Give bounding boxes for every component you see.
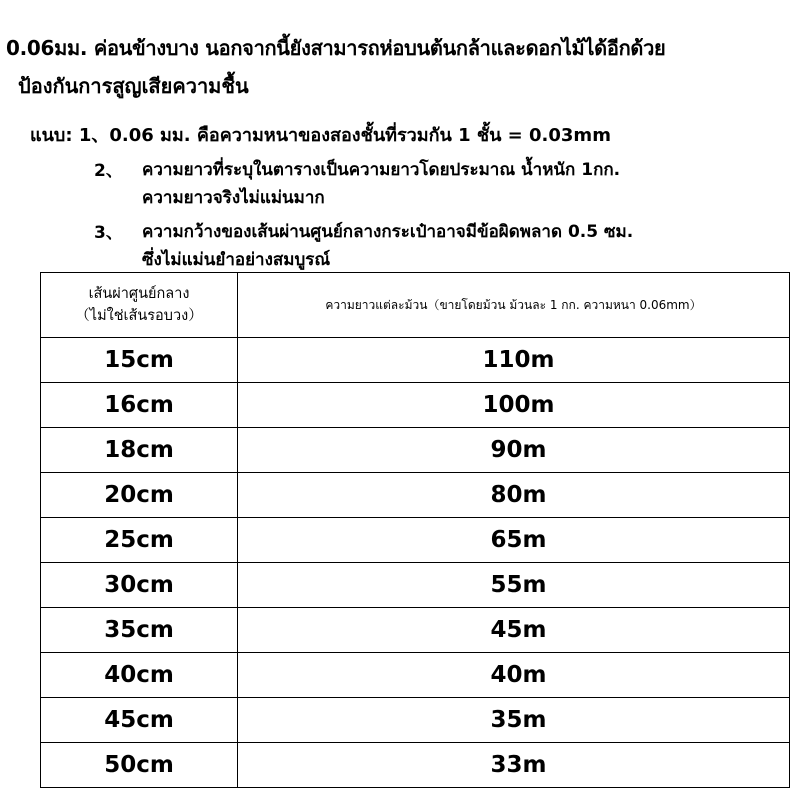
table-row [41,653,790,698]
table-row [41,383,790,428]
length-value: 35m [490,707,547,733]
length-cell [238,653,790,698]
note-1 [30,120,611,149]
note-3-number: 3、 [94,223,123,243]
diameter-cell [41,338,238,383]
diameter-value: 30cm [104,572,174,598]
diameter-value: 25cm [104,527,174,553]
diameter-cell [41,518,238,563]
note-1-text: 0.06 มม. คือความหนาของสองชั้นที่รวมกัน 1 ชั้น = 0.03mm [109,125,611,146]
length-cell [238,608,790,653]
diameter-value: 35cm [104,617,174,643]
length-cell [238,563,790,608]
length-value: 110m [482,347,555,373]
header-line-2: ป้องกันการสูญเสียความชื้น [18,74,249,98]
diameter-header-line-2: （ไม่ใช่เส้นรอบวง） [75,308,203,324]
diameter-cell [41,473,238,518]
length-cell [238,473,790,518]
table-header-row [41,273,790,338]
length-cell [238,338,790,383]
length-value: 33m [490,752,547,778]
diameter-value: 45cm [104,707,174,733]
diameter-value: 40cm [104,662,174,688]
note-label: แนบ: [30,125,73,146]
length-value: 65m [490,527,547,553]
diameter-header-line-1: เส้นผ่าศูนย์กลาง [88,286,190,302]
table-row [41,428,790,473]
length-value: 45m [490,617,547,643]
table-row [41,338,790,383]
diameter-cell [41,698,238,743]
diameter-cell [41,383,238,428]
note-2-continuation: ความยาวจริงไม่แม่นมาก [142,188,325,208]
length-cell [238,518,790,563]
length-cell [238,383,790,428]
length-value: 55m [490,572,547,598]
table-row [41,518,790,563]
table-row [41,473,790,518]
diameter-cell [41,608,238,653]
diameter-value: 50cm [104,752,174,778]
header-line-1: 0.06มม. ค่อนข้างบาง นอกจากนี้ยังสามารถห่อบนต้นกล้าและดอกไม้ได้อีกด้วย [6,36,666,60]
diameter-cell [41,428,238,473]
table-row [41,608,790,653]
diameter-value: 16cm [104,392,174,418]
size-table [40,272,790,788]
diameter-value: 20cm [104,482,174,508]
length-value: 40m [490,662,547,688]
length-cell [238,698,790,743]
diameter-cell [41,563,238,608]
length-value: 80m [490,482,547,508]
note-2-number: 2、 [94,161,123,181]
length-column-header: ความยาวแต่ละม้วน（ขายโดยม้วน ม้วนละ 1 กก. ความหนา 0.06mm） [238,273,790,338]
note-3-text: ความกว้างของเส้นผ่านศูนย์กลางกระเป๋าอาจมีข้อผิดพลาด 0.5 ซม. [142,222,634,242]
diameter-value: 15cm [104,347,174,373]
table-row [41,698,790,743]
note-2-text: ความยาวที่ระบุในตารางเป็นความยาวโดยประมาณ น้ำหนัก 1กก. [142,160,621,180]
table-row [41,743,790,788]
diameter-column-header [41,273,238,338]
diameter-cell [41,743,238,788]
diameter-cell [41,653,238,698]
length-cell [238,743,790,788]
length-cell [238,428,790,473]
diameter-value: 18cm [104,437,174,463]
table-row [41,563,790,608]
note-1-number: 1、 [78,125,110,146]
note-3-continuation: ซึ่งไม่แม่นยำอย่างสมบูรณ์ [142,250,331,270]
length-value: 90m [490,437,547,463]
length-value: 100m [482,392,555,418]
